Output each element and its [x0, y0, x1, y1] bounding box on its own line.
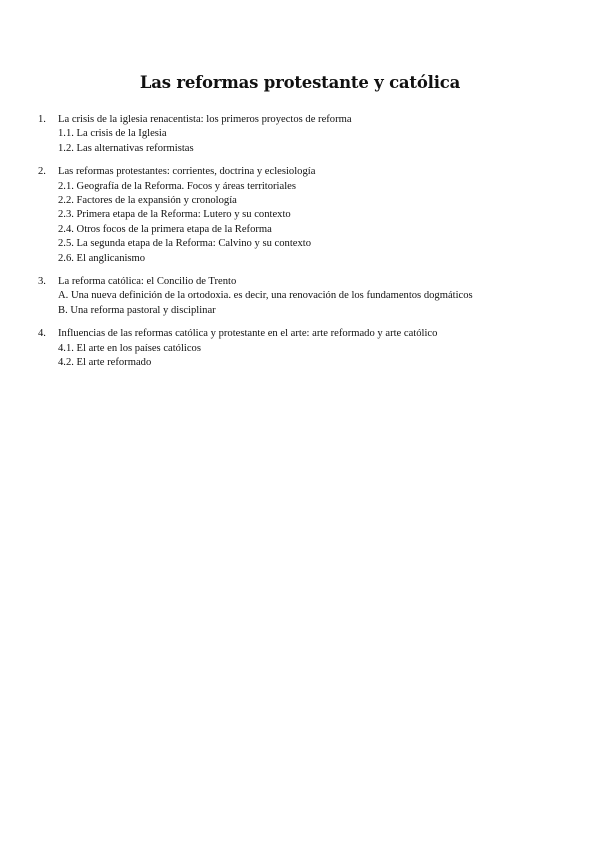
section-number: 3. [38, 276, 46, 288]
subsection-item: 4.2. El arte reformado [58, 357, 152, 369]
section-number: 2. [38, 166, 46, 178]
subsection-item: 2.3. Primera etapa de la Reforma: Lutero y su contexto [58, 209, 291, 221]
subsection-item: A. Una nueva definición de la ortodoxia. es decir, una renovación de los fundamentos dogmáticos [58, 290, 473, 302]
toc-section-3 [38, 275, 578, 318]
section-heading [38, 113, 578, 127]
subsection-item: B. Una reforma pastoral y disciplinar [58, 304, 216, 316]
section-heading [38, 165, 578, 179]
subsection-item: 2.1. Geografía de la Reforma. Focos y áreas territoriales [58, 180, 296, 192]
section-heading [38, 275, 578, 289]
section-heading [38, 327, 578, 341]
subsection-list [38, 127, 578, 156]
section-number: 4. [38, 328, 46, 340]
subsection-item: 1.2. Las alternativas reformistas [58, 142, 194, 154]
toc-section-2 [38, 165, 578, 266]
toc-section-1 [38, 113, 578, 156]
section-label: La crisis de la iglesia renacentista: los primeros proyectos de reforma [58, 114, 352, 125]
section-number: 1. [38, 114, 46, 125]
subsection-list [38, 342, 578, 371]
subsection-list [38, 289, 578, 318]
subsection-list [38, 180, 578, 266]
subsection-item: 1.1. La crisis de la Iglesia [58, 128, 167, 140]
subsection-item: 2.6. El anglicanismo [58, 252, 146, 264]
subsection-item: 2.4. Otros focos de la primera etapa de la Reforma [58, 223, 272, 235]
subsection-item: 2.5. La segunda etapa de la Reforma: Calvino y su contexto [58, 238, 311, 250]
section-label: Las reformas protestantes: corrientes, doctrina y eclesiología [58, 166, 316, 178]
section-label: Influencias de las reformas católica y protestante en el arte: arte reformado y arte católico [58, 328, 438, 340]
table-of-contents [38, 113, 578, 380]
subsection-item: 2.2. Factores de la expansión y cronología [58, 195, 237, 207]
toc-section-4 [38, 327, 578, 370]
document-title: Las reformas protestante y católica [139, 73, 461, 92]
subsection-item: 4.1. El arte en los países católicos [58, 342, 201, 354]
section-label: La reforma católica: el Concilio de Trento [58, 276, 237, 288]
